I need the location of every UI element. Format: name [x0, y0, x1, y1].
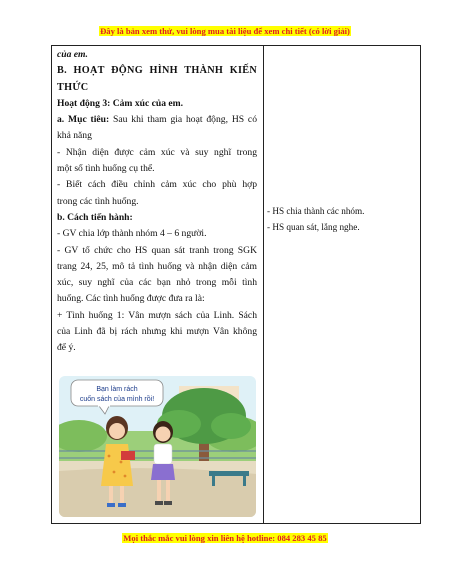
method-label: b. Cách tiến hành: [57, 211, 133, 223]
text-line: - HS quan sát, lắng nghe. [267, 222, 360, 233]
text-line: xúc, suy nghĩ của các bạn nhỏ trong mỗi tình [57, 277, 257, 289]
column-divider [263, 46, 264, 523]
lesson-table [51, 45, 421, 524]
speech-line-2: cuốn sách của mình rồi! [79, 396, 155, 403]
goal-label: a. Mục tiêu: [57, 114, 110, 126]
preview-banner: Đây là bản xem thử, vui lòng mua tài liệu để xem chi tiết (có lời giải) [100, 26, 350, 36]
text-line: - Biết cách điều chỉnh cảm xúc cho phù hợp [57, 179, 257, 191]
text-line: huống. Các tình huống được đưa ra là: [57, 293, 205, 305]
text-line: trang 24, 25, mô tả tình huống và nhận diện cảm [57, 260, 257, 272]
text-line: - GV tổ chức cho HS quan sát tranh trong SGK [57, 244, 257, 256]
text-line: để ý. [57, 342, 76, 354]
text-line: trong các tình huống. [57, 195, 139, 207]
text-line: của em. [57, 49, 88, 60]
text-line: của Linh đã bị rách nhưng khi mượn Vân không [57, 326, 257, 338]
text-line: + Tình huống 1: Vân mượn sách của Linh. Sách [57, 309, 257, 321]
text-line: một số tình huống cụ thể. [57, 163, 155, 175]
student-column [267, 203, 364, 236]
goal-text: Sau khi tham gia hoạt động, HS có [109, 114, 257, 126]
text-line: - HS chia thành các nhóm. [267, 206, 365, 216]
activity-title: Hoạt động 3: Cảm xúc của em. [57, 97, 184, 109]
speech-line-1: Bạn làm rách [96, 386, 138, 393]
teacher-column [57, 47, 257, 357]
section-title: B. HOẠT ĐỘNG HÌNH THÀNH KIẾN [57, 65, 257, 77]
hotline-banner: Mọi thắc mắc vui lòng xin liên hệ hotline: 084 283 45 85 [123, 533, 327, 543]
section-title-cont: THỨC [57, 81, 89, 93]
text-line: - Nhận diện được cảm xúc và suy nghĩ trong [57, 146, 257, 158]
goal-line [57, 112, 257, 128]
textbook-illustration [59, 376, 256, 517]
text-line: khả năng [57, 130, 92, 142]
text-line: - GV chia lớp thành nhóm 4 – 6 người. [57, 228, 207, 240]
